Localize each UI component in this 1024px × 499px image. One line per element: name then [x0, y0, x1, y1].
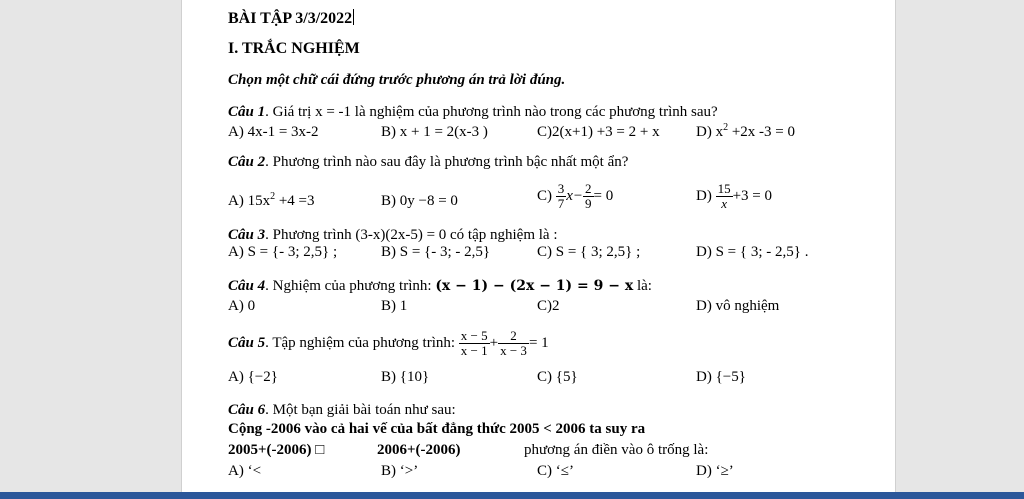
q2-d-den: x: [716, 196, 733, 211]
q2-c-f2-num: 2: [585, 181, 592, 196]
q1-d-pre: D) x: [696, 124, 724, 140]
question-6: [228, 401, 456, 419]
q1-option-d: [696, 123, 795, 141]
document-page: [181, 0, 896, 499]
question-6-label: Câu 6: [228, 402, 266, 418]
question-4-equation: (x − 1) − (2x − 1) = 9 − x: [435, 278, 634, 294]
q3-option-b: B) S = {- 3; - 2,5}: [381, 244, 491, 260]
q2-option-b: B) 0y −8 = 0: [381, 193, 458, 209]
q5-fraction-2: [498, 329, 529, 358]
question-5-label: Câu 5: [228, 334, 266, 351]
q5-f2-num: 2: [510, 328, 517, 343]
q4-option-a: A) 0: [228, 298, 256, 314]
question-3-label: Câu 3: [228, 227, 266, 243]
question-1: [228, 103, 718, 121]
q2-d-label: D): [696, 187, 712, 204]
q5-f2-den: x − 3: [500, 343, 527, 358]
q1-option-c: C)2(x+1) +3 = 2 + x: [537, 124, 660, 140]
q1-option-b: B) x + 1 = 2(x-3 ): [381, 124, 488, 140]
q6-option-d: D) ‘≥’: [696, 463, 734, 479]
doc-title[interactable]: [228, 9, 354, 28]
q2-option-d: [696, 182, 772, 211]
q3-option-a: A) S = {- 3; 2,5} ;: [228, 244, 338, 260]
q2-option-c: [537, 182, 613, 211]
q2-c-mid: x−: [566, 187, 584, 204]
q6-statement-line-1: Cộng -2006 vào cả hai vế của bất đẳng thức 2005 < 2006 ta suy ra: [228, 421, 646, 437]
section-heading: I. TRẮC NGHIỆM: [228, 40, 360, 57]
q5-option-b: B) {10}: [381, 369, 430, 385]
q4-option-d: D) vô nghiệm: [696, 298, 780, 314]
q2-c-end: = 0: [593, 187, 614, 204]
q2-c-fraction-1: [556, 182, 567, 211]
q3-option-d: D) S = { 3; - 2,5} .: [696, 244, 809, 260]
q5-fraction-1: [459, 329, 490, 358]
q2-c-f1-num: 3: [557, 181, 565, 196]
q5-f1-num: x − 5: [460, 328, 488, 343]
q2-c-label: C): [537, 187, 552, 204]
instruction-text: Chọn một chữ cái đứng trước phương án trả lời đúng.: [228, 72, 566, 88]
q6-statement-line-2b: 2006+(-2006): [377, 442, 461, 458]
q1-d-sup: 2: [723, 122, 729, 133]
q5-option-a: A) {−2}: [228, 369, 278, 385]
question-2-label: Câu 2: [228, 154, 266, 170]
q2-d-end: +3 = 0: [732, 187, 772, 204]
question-4-tail: là:: [633, 278, 652, 294]
question-5: [228, 329, 549, 358]
q2-c-f1-den: 7: [557, 196, 565, 211]
q5-f1-den: x − 1: [460, 343, 488, 358]
question-4-text: . Nghiệm của phương trình:: [265, 278, 436, 294]
q2-a-post: +4 =3: [275, 193, 315, 209]
question-6-text: . Một bạn giải bài toán như sau:: [265, 402, 456, 418]
question-1-label: Câu 1: [228, 104, 266, 120]
q2-a-pre: A) 15x: [228, 193, 271, 209]
question-2: [228, 153, 628, 171]
question-2-text: . Phương trình nào sau đây là phương trình bậc nhất một ẩn?: [265, 154, 629, 170]
q2-a-sup: 2: [270, 191, 276, 202]
q1-d-post: +2x -3 = 0: [728, 124, 795, 140]
q5-plus: +: [489, 334, 499, 351]
question-3: [228, 226, 558, 244]
q5-option-c: C) {5}: [537, 369, 578, 385]
question-1-text: . Giá trị x = -1 là nghiệm của phương trình nào trong các phương trình sau?: [265, 104, 718, 120]
taskbar: [0, 492, 1024, 499]
q4-option-c: C)2: [537, 298, 560, 314]
q3-option-c: C) S = { 3; 2,5} ;: [537, 244, 641, 260]
q6-statement-line-2a: 2005+(-2006) □: [228, 442, 325, 458]
text-cursor: [353, 9, 354, 25]
q5-option-d: D) {−5}: [696, 369, 746, 385]
q2-c-fraction-2: [583, 182, 594, 211]
q2-d-num: 15: [717, 181, 731, 196]
q6-option-b: B) ‘>’: [381, 463, 419, 479]
question-4-label: Câu 4: [228, 278, 266, 294]
question-4: [228, 277, 652, 295]
doc-title-text: BÀI TẬP 3/3/2022: [228, 10, 353, 27]
q2-d-fraction: [716, 182, 733, 211]
q6-statement-line-2c: phương án điền vào ô trống là:: [524, 442, 709, 458]
q6-option-a: A) ‘<: [228, 463, 262, 479]
question-5-text: . Tập nghiệm của phương trình:: [265, 334, 459, 351]
q2-c-f2-den: 9: [585, 196, 592, 211]
q2-option-a: [228, 192, 315, 210]
q6-option-c: C) ‘≤’: [537, 463, 574, 479]
q4-option-b: B) 1: [381, 298, 408, 314]
q1-option-a: A) 4x-1 = 3x-2: [228, 124, 319, 140]
question-3-text: . Phương trình (3-x)(2x-5) = 0 có tập nghiệm là :: [265, 227, 558, 243]
q5-end: = 1: [528, 334, 549, 351]
